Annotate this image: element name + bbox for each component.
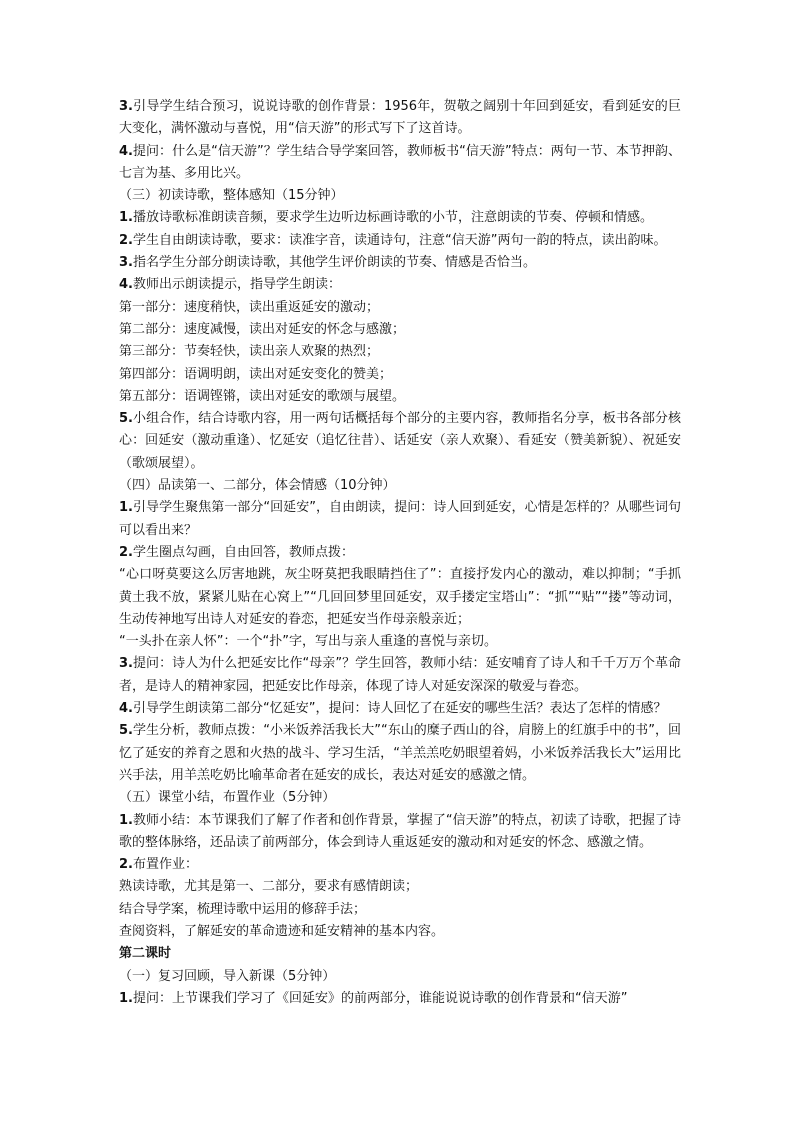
paragraph — [119, 252, 681, 274]
paragraph — [119, 899, 681, 921]
paragraph-number: 2. — [119, 544, 133, 560]
paragraph-text: 第四部分：语调明朗，读出对延安变化的赞美； — [119, 366, 393, 382]
paragraph-number: 2. — [119, 857, 133, 873]
paragraph-text: 第二课时 — [119, 946, 172, 962]
paragraph-text: 熟读诗歌，尤其是第一、二部分，要求有感情朗读； — [119, 879, 419, 895]
section-heading — [119, 943, 681, 965]
paragraph-text: 学生圈点勾画，自由回答，教师点拨： — [132, 544, 354, 560]
paragraph-text: 提问：什么是“信天游”？学生结合导学案回答，教师板书“信天游”特点：两句一节、本节押韵、七言为基、多用比兴。 — [119, 143, 681, 181]
paragraph-text: 查阅资料，了解延安的革命遗迹和延安精神的基本内容。 — [119, 923, 445, 939]
paragraph — [119, 408, 681, 475]
paragraph-text: 第一部分：速度稍快，读出重返延安的激动； — [119, 299, 380, 315]
paragraph — [119, 185, 681, 207]
paragraph — [119, 988, 681, 1010]
paragraph-number: 1. — [119, 210, 133, 226]
paragraph — [119, 564, 681, 631]
paragraph-text: 布置作业： — [132, 857, 198, 873]
document-page — [119, 96, 681, 1010]
paragraph — [119, 207, 681, 229]
paragraph — [119, 386, 681, 408]
paragraph — [119, 230, 681, 252]
paragraph-number: 5. — [119, 723, 133, 739]
paragraph-text: “一头扑在亲人怀”：一个“扑”字，写出与亲人重逢的喜悦与亲切。 — [119, 634, 497, 650]
paragraph — [119, 631, 681, 653]
paragraph-text: 提问：上节课我们学习了《回延安》的前两部分，谁能说说诗歌的创作背景和“信天游” — [132, 990, 628, 1006]
paragraph-text: 引导学生结合预习，说说诗歌的创作背景：1956年，贺敬之阔别十年回到延安，看到延安的巨大变化，满怀激动与喜悦，用“信天游”的形式写下了这首诗。 — [119, 99, 681, 137]
paragraph-number: 1. — [119, 990, 133, 1006]
paragraph — [119, 810, 681, 855]
paragraph-text: （三）初读诗歌，整体感知（15分钟） — [119, 188, 344, 204]
paragraph — [119, 319, 681, 341]
paragraph — [119, 921, 681, 943]
paragraph — [119, 96, 681, 141]
paragraph — [119, 141, 681, 186]
paragraph-text: （一）复习回顾，导入新课（5分钟） — [119, 968, 336, 984]
paragraph-text: 学生分析，教师点拨：“小米饭养活我长大”“东山的糜子西山的谷，肩膀上的红旗手中的书”，回忆了延安的养育之恩和火热的战斗、学习生活，“羊羔羔吃奶眼望着妈，小米饭养活我长大”运用比兴手法，用羊羔吃奶比喻革命者在延安的成长，表达对延安的感激之情。 — [119, 723, 681, 783]
paragraph-number: 4. — [119, 143, 133, 159]
paragraph-text: 教师出示朗读提示，指导学生朗读： — [132, 277, 341, 293]
paragraph — [119, 653, 681, 698]
paragraph — [119, 364, 681, 386]
paragraph-text: “心口呀莫要这么厉害地跳，灰尘呀莫把我眼睛挡住了”：直接抒发内心的激动，难以抑制；“手抓黄土我不放，紧紧儿贴在心窝上”“几回回梦里回延安，双手搂定宝塔山”：“抓”“贴”“搂”等动词，生动传神地写出诗人对延安的眷恋，把延安当作母亲般亲近； — [119, 567, 681, 627]
paragraph-text: 学生自由朗读诗歌，要求：读准字音，读通诗句，注意“信天游”两句一韵的特点，读出韵味。 — [132, 232, 667, 248]
paragraph-number: 4. — [119, 701, 133, 717]
paragraph-text: 引导学生聚焦第一部分“回延安”，自由朗读，提问：诗人回到延安，心情是怎样的？从哪些词句可以看出来？ — [119, 500, 681, 538]
paragraph — [119, 274, 681, 296]
paragraph — [119, 787, 681, 809]
paragraph-text: 结合导学案，梳理诗歌中运用的修辞手法； — [119, 901, 367, 917]
paragraph-text: （四）品读第一、二部分，体会情感（10分钟） — [119, 478, 396, 494]
paragraph — [119, 966, 681, 988]
paragraph — [119, 854, 681, 876]
paragraph-text: （五）课堂小结，布置作业（5分钟） — [119, 790, 336, 806]
paragraph-number: 4. — [119, 277, 133, 293]
paragraph-text: 第二部分：速度减慢，读出对延安的怀念与感激； — [119, 321, 406, 337]
paragraph-number: 3. — [119, 99, 133, 114]
paragraph-text: 提问：诗人为什么把延安比作“母亲”？学生回答，教师小结：延安哺育了诗人和千千万万个革命者，是诗人的精神家园，把延安比作母亲，体现了诗人对延安深深的敬爱与眷恋。 — [119, 656, 681, 694]
paragraph-number: 1. — [119, 500, 133, 516]
paragraph — [119, 475, 681, 497]
paragraph-text: 指名学生分部分朗读诗歌，其他学生评价朗读的节奏、情感是否恰当。 — [132, 255, 536, 271]
paragraph — [119, 720, 681, 787]
paragraph-number: 5. — [119, 411, 133, 427]
paragraph-text: 引导学生朗读第二部分“忆延安”，提问：诗人回忆了在延安的哪些生活？表达了怎样的情感？ — [132, 701, 667, 717]
paragraph — [119, 876, 681, 898]
paragraph — [119, 341, 681, 363]
paragraph-number: 2. — [119, 232, 133, 248]
paragraph-number: 1. — [119, 812, 133, 828]
paragraph — [119, 698, 681, 720]
paragraph-text: 小组合作，结合诗歌内容，用一两句话概括每个部分的主要内容，教师指名分享，板书各部分核心：回延安（激动重逢）、忆延安（追忆往昔）、话延安（亲人欢聚）、看延安（赞美新貌）、祝延安（歌颂展望）。 — [119, 411, 681, 471]
paragraph — [119, 497, 681, 542]
paragraph-text: 第五部分：语调铿锵，读出对延安的歌颂与展望。 — [119, 388, 406, 404]
paragraph-number: 3. — [119, 255, 133, 271]
paragraph-number: 3. — [119, 656, 133, 672]
paragraph-text: 播放诗歌标准朗读音频，要求学生边听边标画诗歌的小节，注意朗读的节奏、停顿和情感。 — [132, 210, 653, 226]
paragraph-text: 教师小结：本节课我们了解了作者和创作背景，掌握了“信天游”的特点，初读了诗歌，把握了诗歌的整体脉络，还品读了前两部分，体会到诗人重返延安的激动和对延安的怀念、感激之情。 — [119, 812, 681, 850]
paragraph-text: 第三部分：节奏轻快，读出亲人欢聚的热烈； — [119, 344, 380, 360]
paragraph — [119, 542, 681, 564]
paragraph — [119, 297, 681, 319]
